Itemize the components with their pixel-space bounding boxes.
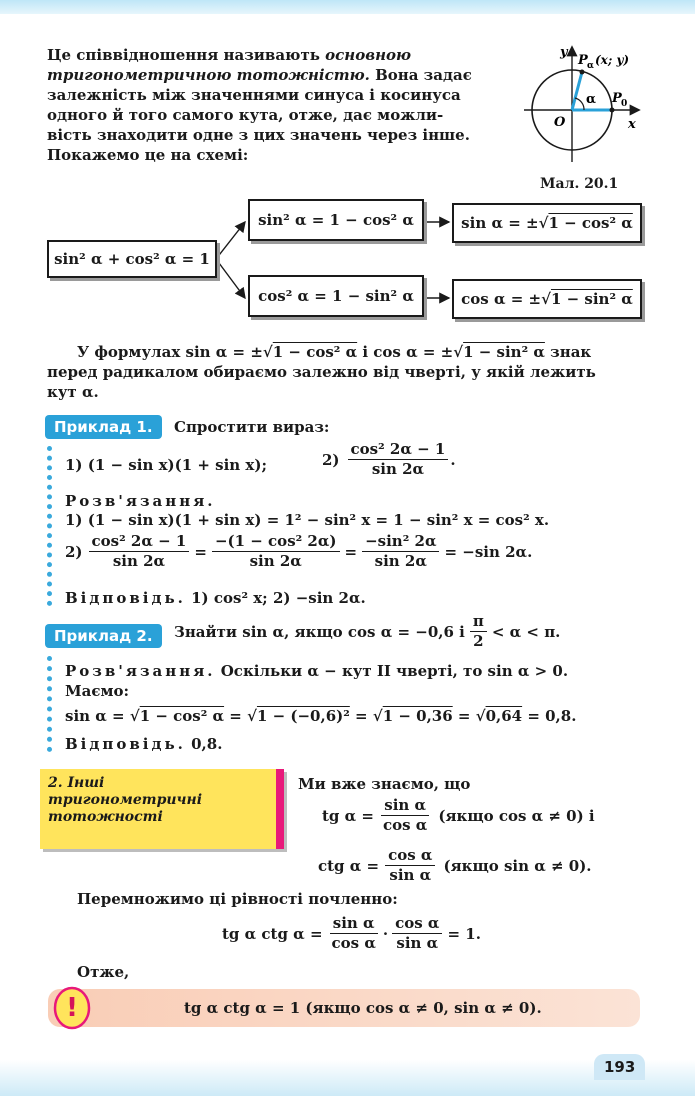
result-formula: tg α ctg α = 1 (якщо cos α ≠ 0, sin α ≠ 0). [184, 999, 542, 1017]
example-2-dotted-rule [47, 656, 52, 752]
hence-text: Отже, [77, 963, 130, 981]
section-2-title: 2. Інші [48, 775, 105, 791]
example-1-badge: Приклад 1. [45, 415, 162, 439]
example-1-solution-2: 2) $\frac{\text{cos² 2α − 1}}{\sin 2\alpha}$ = $\frac{\text{−(1 − cos² 2α)}}{\sin 2\alpha}$ = $\frac{\text{−sin² 2α}}{\sin 2\alpha}$ = −sin 2α. [65, 532, 533, 570]
example-1-dotted-rule [47, 446, 52, 606]
intro-line: Це співвідношення називають основною [47, 46, 412, 64]
scheme-cos-squared: cos² α = 1 − sin² α [248, 275, 424, 317]
axis-y-label: y [560, 45, 568, 60]
scheme-main-identity: sin² α + cos² α = 1 [47, 240, 217, 278]
point-p0-label: P [612, 91, 622, 106]
section-2-heading-box [40, 769, 284, 849]
axis-x-label: x [628, 117, 636, 132]
example-1-part-1: 1) (1 − sin x)(1 + sin x); [65, 456, 268, 474]
scheme-cos-formula: cos α = ± √ 1 − sin² α [452, 279, 642, 319]
example-2-computation: sin α = √1 − cos² α = √1 − (−0,6)² = √1 − 0,36 = √0,64 = 0,8. [65, 707, 577, 725]
example-1-part-2-fraction: $\frac{\text{cos² 2α − 1}}{\sin 2\alpha}$ [348, 440, 449, 479]
product-fraction-1: $\frac{\text{sin α}}{\text{cos α}}$ [331, 914, 376, 952]
origin-label: O [554, 115, 566, 130]
example-1-task: Спростити вираз: [174, 418, 330, 436]
point-p-coords: (x; y) [595, 53, 630, 67]
example-2-have: Маємо: [65, 682, 130, 700]
intro-line: Покажемо це на схемі: [47, 146, 249, 164]
point-p-subscript: α [587, 61, 594, 71]
multiply-text: Перемножимо ці рівності почленно: [77, 890, 398, 908]
example-1-answer: Відповідь. 1) cos² x; 2) −sin 2α. [65, 589, 366, 607]
arrow-to-cos-sq [216, 259, 245, 298]
intro-line: залежність між значеннями синуса і косинуса [47, 86, 461, 104]
scheme-sin-formula: sin α = ± √ 1 − cos² α [452, 203, 642, 243]
example-1-solution-label: Розв'язання. [65, 492, 216, 510]
example-2-badge: Приклад 2. [45, 624, 162, 648]
solution-fraction-3: $\frac{\text{−sin² 2α}}{\sin 2\alpha}$ [362, 532, 439, 571]
example-2-task: Знайти sin α, якщо cos α = −0,6 і $\frac{\pi}{2}$ < α < π. [174, 612, 561, 650]
pi-over-2-fraction: $\frac{\pi}{2}$ [470, 612, 487, 651]
page-number: 193 [594, 1054, 645, 1080]
example-2-solution: Розв'язання. Оскільки α − кут II чверті, то sin α > 0. [65, 662, 569, 680]
solution-fraction-2: $\frac{\text{−(1 − cos² 2α)}}{\sin 2\alpha}$ [212, 532, 340, 571]
sign-note-line: У формулах sin α = ±√1 − cos² α і cos α = ±√1 − sin² α знак [77, 343, 592, 361]
sign-note-line: перед радикалом обираємо залежно від чверті, у якій лежить [47, 363, 596, 381]
intro-line: вість знаходити одне з цих значень через інше. [47, 126, 470, 144]
point-p0-subscript: 0 [621, 99, 628, 109]
product-fraction-2: $\frac{\text{cos α}}{\text{sin α}}$ [392, 914, 442, 953]
section-2-title: тотожності [48, 809, 163, 825]
solution-fraction-1: $\frac{\text{cos² 2α − 1}}{\sin 2\alpha}$ [89, 532, 190, 571]
example-1-solution-1: 1) (1 − sin x)(1 + sin x) = 1² − sin² x = 1 − sin² x = cos² x. [65, 511, 550, 529]
section-2-known: Ми вже знаємо, що [298, 775, 471, 793]
cotangent-formula: ctg α = $\frac{\text{cos α}}{\text{sin α}}$ (якщо sin α ≠ 0). [318, 846, 592, 884]
section-2-title: тригонометричні [48, 792, 203, 808]
example-2-answer: Відповідь. 0,8. [65, 735, 223, 753]
tangent-fraction: $\frac{\text{sin α}}{\text{cos α}}$ [382, 796, 428, 834]
tangent-formula: tg α = $\frac{\text{sin α}}{\text{cos α}}$ (якщо cos α ≠ 0) і [322, 796, 595, 834]
sign-note-paragraph [47, 342, 642, 402]
bottom-decor-band [0, 1060, 695, 1096]
sign-note-line: кут α. [47, 383, 99, 401]
scheme-sin-squared: sin² α = 1 − cos² α [248, 199, 424, 241]
example-1-part-2: 2) $\frac{\text{cos² 2α − 1}}{\sin 2\alpha}$ . [322, 440, 456, 478]
arrow-to-sin-sq [216, 222, 245, 259]
figure-caption: Мал. 20.1 [540, 176, 619, 192]
intro-line: одного й того самого кута, отже, дає можли- [47, 106, 444, 124]
intro-line: тригонометричною тотожністю. Вона задає [47, 66, 472, 84]
product-formula: tg α ctg α = $\frac{\text{sin α}}{\text{cos α}}$ · $\frac{\text{cos α}}{\text{sin α}}$ = 1. [222, 914, 481, 952]
cotangent-fraction: $\frac{\text{cos α}}{\text{sin α}}$ [385, 846, 435, 885]
point-p-label: P [578, 53, 588, 68]
angle-label: α [586, 92, 597, 107]
exclamation-mark: ! [66, 993, 78, 1023]
